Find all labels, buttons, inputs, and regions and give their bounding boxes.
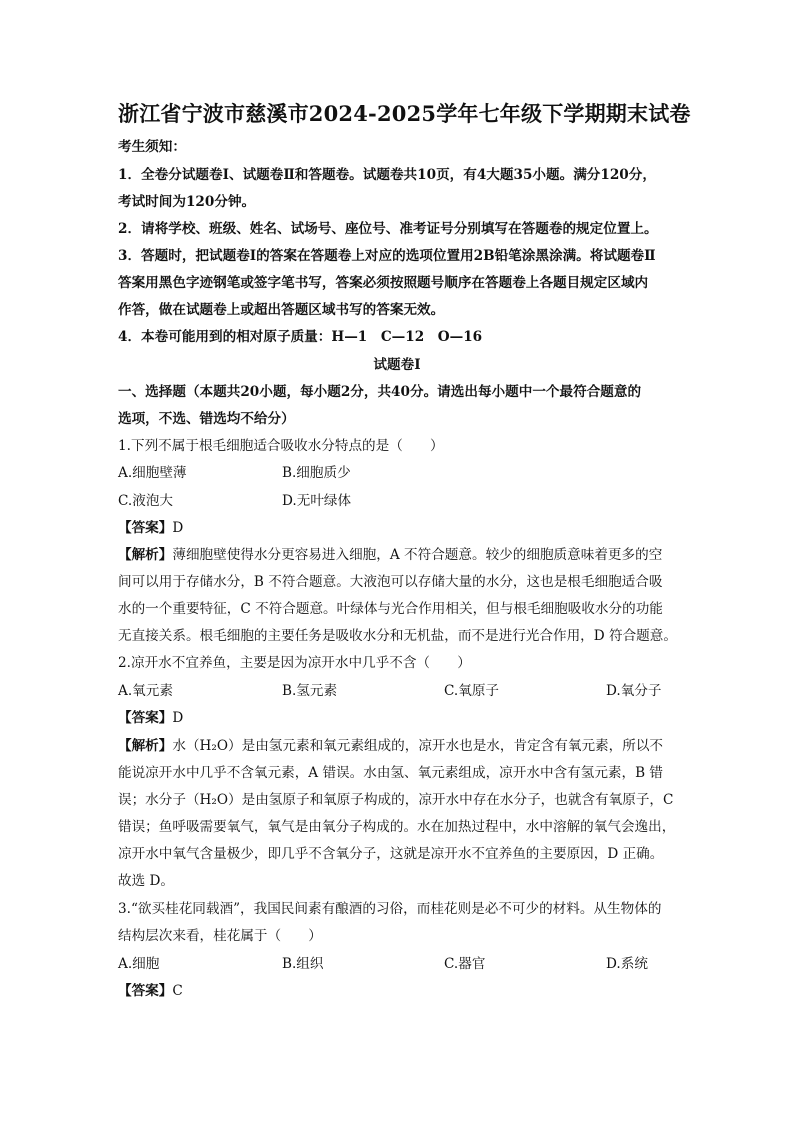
q3-stem-cont: 结构层次来看，桂花属于（ ）: [118, 928, 322, 944]
notice-item-1-cont: 考试时间为120分钟。: [118, 194, 256, 210]
notice-item-4: 4．本卷可能用到的相对原子质量：H—1 C—12 O—16: [118, 329, 483, 345]
q1-option-d: D.无叶绿体: [282, 493, 352, 509]
q2-analysis-line-3: 误；水分子（H₂O）是由氢原子和氧原子构成的，凉开水中存在水分子，也就含有氧原子，C: [118, 792, 674, 808]
q2-answer-label: 【答案】: [118, 710, 173, 726]
section-title: 试题卷Ⅰ: [373, 357, 421, 373]
q1-answer-value: D: [172, 520, 184, 536]
q2-analysis-line-4: 错误；鱼呼吸需要氧气，氧气是由氧分子构成的。水在加热过程中，水中溶解的氧气会逸出，: [118, 819, 676, 835]
q1-answer: [118, 519, 183, 537]
notice-item-3-cont-1: 答案用黑色字迹钢笔或签字笔书写，答案必须按照题号顺序在答题卷上各题目规定区域内: [118, 275, 649, 291]
q2-option-d: D.氧分子: [606, 683, 662, 699]
q3-option-b: B.组织: [282, 956, 324, 972]
notice-item-1: 1．全卷分试题卷Ⅰ、试题卷Ⅱ和答题卷。试题卷共10页，有4大题35小题。满分120分，: [118, 167, 656, 183]
q3-answer-value: C: [172, 983, 183, 999]
notice-item-3-cont-2: 作答，做在试题卷上或超出答题区域书写的答案无效。: [118, 302, 445, 318]
q2-analysis-line-2: 能说凉开水中几乎不含氧元素，A 错误。水由氢、氧元素组成，凉开水中含有氢元素，B 错: [118, 765, 664, 781]
q1-analysis-line-4: 无直接关系。根毛细胞的主要任务是吸收水分和无机盐，而不是进行光合作用，D 符合题意。: [118, 628, 677, 644]
q3-stem: 3.“欲买桂花同载酒”，我国民间素有酿酒的习俗，而桂花则是必不可少的材料。从生物体的: [118, 901, 662, 917]
q2-analysis-text-1: 水（H₂O）是由氢元素和氧元素组成的，凉开水也是水，肯定含有氧元素，所以不: [172, 738, 664, 754]
notice-item-2: 2．请将学校、班级、姓名、试场号、座位号、准考证号分别填写在答题卷的规定位置上。: [118, 221, 658, 237]
q3-option-a: A.细胞: [118, 956, 160, 972]
q2-answer-value: D: [172, 710, 184, 726]
q2-analysis-line-5: 凉开水中氧气含量极少，即几乎不含氧分子，这就是凉开水不宜养鱼的主要原因，D 正确。: [118, 846, 664, 862]
part1-heading: 一、选择题（本题共20小题，每小题2分，共40分。请选出每小题中一个最符合题意的: [118, 384, 642, 400]
q1-analysis-line-1: [118, 546, 662, 564]
q1-analysis-line-3: 水的一个重要特征，C 不符合题意。叶绿体与光合作用相关，但与根毛细胞吸收水分的功能: [118, 601, 663, 617]
q2-analysis-label: 【解析】: [118, 738, 173, 754]
q1-stem: 1.下列不属于根毛细胞适合吸收水分特点的是（ ）: [118, 438, 444, 454]
q2-option-a: A.氧元素: [118, 683, 173, 699]
notice-item-3: 3．答题时，把试题卷Ⅰ的答案在答题卷上对应的选项位置用2B铅笔涂黑涂满。将试题卷Ⅱ: [118, 248, 656, 264]
q1-answer-label: 【答案】: [118, 520, 173, 536]
q2-analysis-line-6: 故选 D。: [118, 873, 175, 889]
q2-analysis-line-1: [118, 737, 663, 755]
q3-answer-label: 【答案】: [118, 983, 173, 999]
q3-option-d: D.系统: [606, 956, 648, 972]
q1-analysis-label: 【解析】: [118, 547, 173, 563]
q1-option-a: A.细胞壁薄: [118, 465, 187, 481]
q2-option-c: C.氧原子: [444, 683, 500, 699]
q3-answer: [118, 982, 183, 1000]
part1-heading-cont: 选项，不选、错选均不给分）: [118, 411, 295, 427]
q2-option-b: B.氢元素: [282, 683, 338, 699]
q3-option-c: C.器官: [444, 956, 486, 972]
q1-option-c: C.液泡大: [118, 493, 174, 509]
q2-stem: 2.凉开水不宜养鱼，主要是因为凉开水中几乎不含（ ）: [118, 655, 471, 671]
notice-heading: 考生须知：: [118, 139, 186, 155]
q1-analysis-text-1: 薄细胞壁使得水分更容易进入细胞，A 不符合题意。较少的细胞质意味着更多的空: [172, 547, 663, 563]
page-title: 浙江省宁波市慈溪市2024-2025学年七年级下学期期末试卷: [118, 101, 691, 126]
q1-analysis-line-2: 间可以用于存储水分，B 不符合题意。大液泡可以存储大量的水分，这也是根毛细胞适合吸: [118, 574, 663, 590]
q2-answer: [118, 709, 183, 727]
q1-option-b: B.细胞质少: [282, 465, 351, 481]
